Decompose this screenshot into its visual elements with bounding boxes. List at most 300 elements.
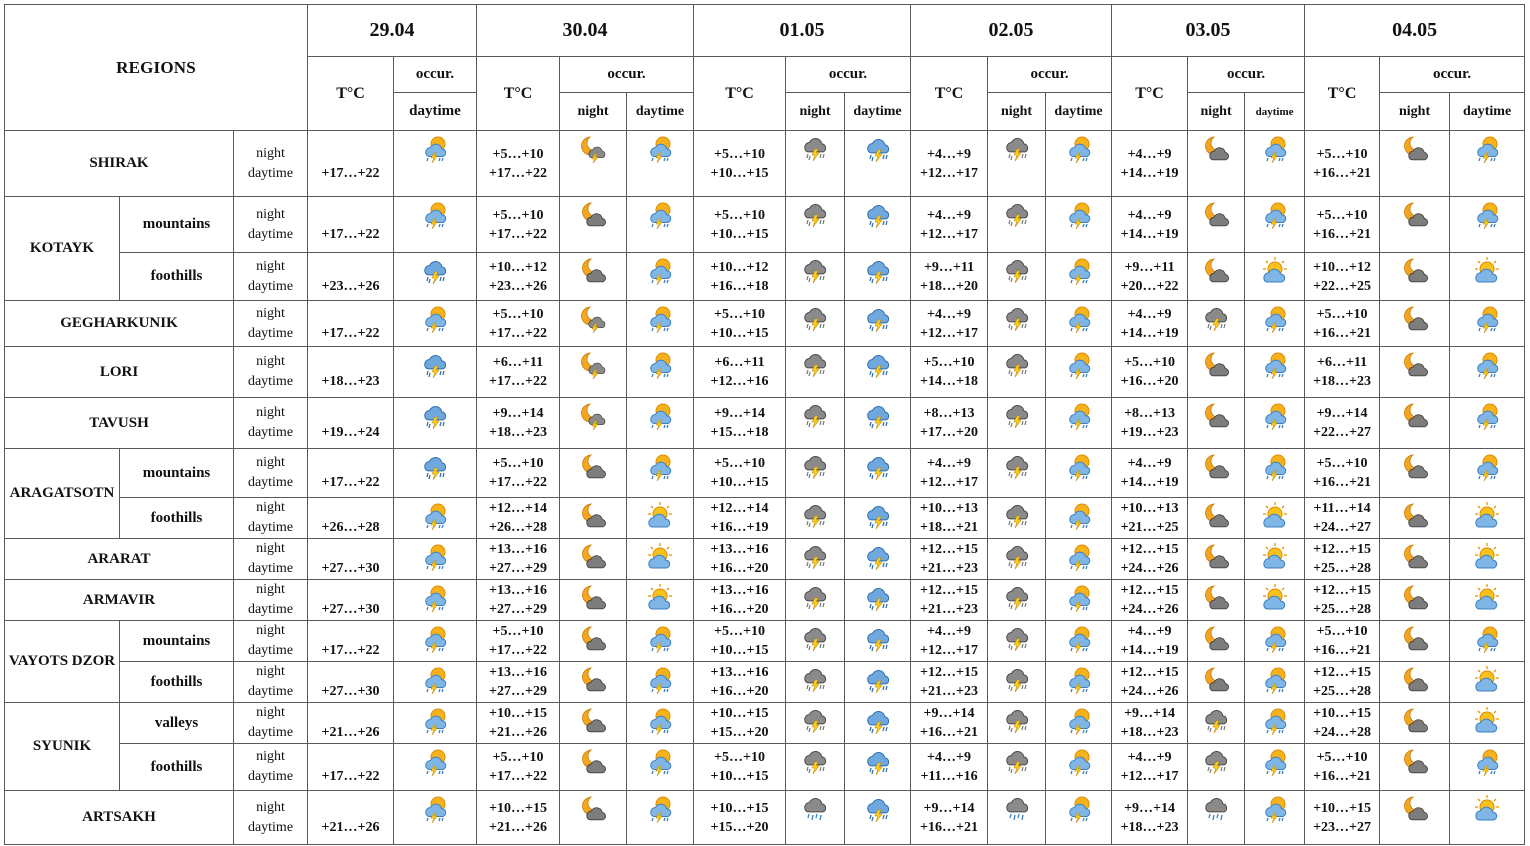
thunder-rain-sun-icon [1064, 199, 1094, 229]
weather-icon-cell [1380, 744, 1450, 791]
night-temperature: +8…+13 [923, 406, 975, 421]
night-temperature: +10…+13 [1120, 501, 1179, 516]
daytime-temperature: +16…+21 [1313, 475, 1372, 490]
thunder-rain-cloud-icon [420, 255, 450, 285]
weather-icon-cell [845, 621, 911, 662]
date-header: 03.05 [1112, 5, 1305, 57]
daytime-temperature: +21…+23 [920, 602, 979, 617]
temperature-cell [694, 131, 786, 197]
daytime-temperature: +27…+30 [321, 602, 380, 617]
thunder-rain-sun-icon [1064, 623, 1094, 653]
date-header: 30.04 [477, 5, 694, 57]
daytime-temperature: +12…+17 [1120, 769, 1179, 784]
night-temperature: +4…+9 [927, 306, 972, 322]
moon-cloud-icon [1400, 400, 1430, 430]
night-temperature [308, 353, 393, 372]
weather-icon-cell [394, 539, 477, 580]
weather-icon-cell [1380, 197, 1450, 253]
temperature-cell [477, 744, 560, 791]
daytime-temperature: +27…+29 [489, 561, 547, 576]
weather-icon-cell [1188, 744, 1245, 791]
moon-cloud-icon [1400, 705, 1430, 735]
night-label: night [256, 705, 285, 720]
thunder-rain-icon [1201, 705, 1231, 735]
weather-icon-cell [394, 744, 477, 791]
weather-icon-cell [786, 253, 845, 301]
night-temperature: +10…+15 [489, 706, 547, 721]
time-of-day-labels [234, 662, 308, 703]
thunder-rain-sun-icon [645, 199, 675, 229]
thunder-rain-sun-icon [1064, 664, 1094, 694]
thunder-rain-icon [1002, 746, 1032, 776]
daytime-temperature: +21…+23 [920, 684, 979, 699]
daytime-temperature: +17…+22 [489, 165, 547, 181]
thunder-rain-sun-icon [1260, 199, 1290, 229]
night-temperature: +10…+15 [489, 800, 547, 816]
forecast-table [4, 4, 1525, 845]
weather-icon-cell [1188, 197, 1245, 253]
thunder-rain-cloud-icon [863, 133, 893, 163]
night-header: night [560, 93, 627, 131]
thunder-rain-sun-icon [1260, 664, 1290, 694]
time-of-day-labels [234, 347, 308, 398]
occurrence-header: occur. [1188, 57, 1305, 93]
night-temperature: +4…+9 [927, 456, 972, 471]
thunder-rain-sun-icon [1064, 793, 1094, 823]
night-temperature: +5…+10 [1316, 624, 1368, 639]
night-temperature: +4…+9 [1127, 624, 1172, 639]
weather-icon-cell [1245, 131, 1305, 197]
night-label: night [256, 206, 285, 222]
moon-cloud-icon [1400, 199, 1430, 229]
temperature-cell [308, 703, 394, 744]
weather-icon-cell [627, 253, 694, 301]
weather-icon-cell [1380, 791, 1450, 845]
time-of-day-labels [234, 449, 308, 498]
moon-cloud-icon [1201, 451, 1231, 481]
moon-cloud-icon [1201, 400, 1231, 430]
moon-cloud-icon [578, 793, 608, 823]
daytime-label: daytime [247, 819, 294, 835]
daytime-label: daytime [247, 769, 294, 784]
temperature-cell [911, 301, 988, 347]
night-temperature: +12…+15 [1313, 542, 1372, 557]
thunder-rain-icon [800, 349, 830, 379]
daytime-temperature: +18…+23 [1120, 819, 1179, 835]
table-row [5, 539, 1525, 580]
weather-icon-cell [560, 662, 627, 703]
weather-icon-cell [1245, 580, 1305, 621]
night-temperature: +13…+16 [489, 542, 547, 557]
sun-cloud-icon [1260, 500, 1290, 530]
weather-icon-cell [845, 197, 911, 253]
temperature-cell [1112, 621, 1188, 662]
temperature-cell [911, 398, 988, 449]
moon-cloud-icon [1201, 255, 1231, 285]
night-label: night [256, 305, 285, 321]
temperature-cell [1112, 580, 1188, 621]
thunder-rain-cloud-icon [863, 582, 893, 612]
temperature-cell [911, 131, 988, 197]
night-temperature: +9…+14 [923, 800, 975, 816]
night-header: night [988, 93, 1046, 131]
thunder-rain-sun-icon [1472, 400, 1502, 430]
temperature-cell [477, 347, 560, 398]
daytime-temperature: +17…+22 [489, 226, 547, 242]
temperature-header: T°C [477, 57, 560, 131]
weather-icon-cell [1450, 301, 1525, 347]
daytime-label: daytime [247, 278, 294, 294]
daytime-temperature: +21…+26 [321, 725, 380, 740]
temperature-cell [1305, 197, 1380, 253]
moon-cloud-icon [578, 255, 608, 285]
daytime-temperature: +21…+26 [321, 819, 380, 835]
daytime-label: daytime [247, 475, 294, 490]
temperature-cell [911, 347, 988, 398]
sun-cloud-icon [1260, 255, 1290, 285]
weather-icon-cell [1380, 662, 1450, 703]
sun-cloud-icon [1472, 582, 1502, 612]
temperature-cell [1112, 398, 1188, 449]
region-name: SHIRAK [5, 131, 234, 197]
daytime-temperature: +16…+21 [1313, 226, 1372, 242]
daytime-header: daytime [1046, 93, 1112, 131]
daytime-temperature: +27…+30 [321, 561, 380, 576]
daytime-temperature: +10…+15 [710, 165, 769, 181]
thunder-moon-icon [578, 400, 608, 430]
weather-icon-cell [845, 791, 911, 845]
weather-icon-cell [1380, 347, 1450, 398]
thunder-rain-cloud-icon [863, 199, 893, 229]
weather-icon-cell [1450, 347, 1525, 398]
weather-icon-cell [560, 253, 627, 301]
night-temperature: +10…+12 [489, 259, 547, 275]
night-temperature: +5…+10 [1316, 207, 1368, 223]
temperature-cell [694, 197, 786, 253]
temperature-cell [1112, 347, 1188, 398]
night-temperature [308, 258, 393, 277]
temperature-cell [1112, 301, 1188, 347]
daytime-temperature: +16…+20 [710, 684, 769, 699]
daytime-header: daytime [1450, 93, 1525, 131]
night-temperature [308, 581, 393, 600]
weather-icon-cell [988, 621, 1046, 662]
temperature-cell [911, 253, 988, 301]
weather-icon-cell [1188, 791, 1245, 845]
temperature-cell [1112, 662, 1188, 703]
weather-icon-cell [1450, 580, 1525, 621]
night-temperature: +10…+15 [710, 706, 769, 721]
thunder-rain-sun-icon [1064, 133, 1094, 163]
moon-cloud-icon [1201, 199, 1231, 229]
daytime-temperature: +15…+20 [710, 819, 769, 835]
weather-icon-cell [988, 744, 1046, 791]
night-label: night [256, 541, 285, 556]
daytime-label: daytime [247, 643, 294, 658]
region-name: SYUNIK [5, 703, 120, 791]
night-temperature: +11…+14 [1313, 501, 1371, 516]
rain-cloud-icon [1201, 793, 1231, 823]
weather-icon-cell [627, 449, 694, 498]
moon-cloud-icon [1201, 582, 1231, 612]
thunder-rain-icon [800, 303, 830, 333]
thunder-rain-sun-icon [420, 623, 450, 653]
weather-icon-cell [988, 131, 1046, 197]
moon-cloud-icon [578, 541, 608, 571]
thunder-rain-sun-icon [1064, 541, 1094, 571]
daytime-temperature: +17…+22 [489, 374, 547, 389]
night-label: night [256, 749, 285, 764]
thunder-rain-cloud-icon [863, 793, 893, 823]
temperature-header: T°C [1305, 57, 1380, 131]
weather-icon-cell [845, 744, 911, 791]
thunder-rain-sun-icon [420, 500, 450, 530]
daytime-temperature: +12…+17 [920, 165, 979, 181]
weather-icon-cell [786, 197, 845, 253]
moon-cloud-icon [1201, 500, 1231, 530]
weather-icon-cell [845, 539, 911, 580]
region-name: ARMAVIR [5, 580, 234, 621]
time-of-day-labels [234, 301, 308, 347]
temperature-cell [1112, 791, 1188, 845]
thunder-rain-sun-icon [1064, 349, 1094, 379]
sun-cloud-icon [645, 541, 675, 571]
temperature-cell [1305, 744, 1380, 791]
weather-icon-cell [1450, 131, 1525, 197]
daytime-temperature: +14…+19 [1120, 325, 1179, 341]
moon-cloud-icon [1400, 255, 1430, 285]
temperature-cell [694, 744, 786, 791]
temperature-cell [308, 197, 394, 253]
temperature-header: T°C [911, 57, 988, 131]
weather-icon-cell [1450, 449, 1525, 498]
weather-icon-cell [845, 398, 911, 449]
weather-icon-cell [845, 301, 911, 347]
table-row [5, 498, 1525, 539]
temperature-cell [1112, 744, 1188, 791]
weather-icon-cell [1380, 449, 1450, 498]
thunder-rain-icon [800, 500, 830, 530]
night-temperature: +12…+14 [710, 501, 769, 516]
temperature-cell [1305, 398, 1380, 449]
weather-icon-cell [1245, 621, 1305, 662]
weather-icon-cell [1188, 580, 1245, 621]
sun-cloud-icon [1472, 664, 1502, 694]
weather-icon-cell [1188, 347, 1245, 398]
regions-header: REGIONS [5, 5, 308, 131]
night-temperature: +5…+10 [1316, 456, 1368, 471]
daytime-temperature: +24…+26 [1120, 561, 1179, 576]
thunder-rain-icon [1002, 303, 1032, 333]
thunder-rain-sun-icon [645, 303, 675, 333]
weather-icon-cell [1245, 498, 1305, 539]
night-temperature: +5…+10 [1316, 750, 1368, 765]
temperature-cell [477, 498, 560, 539]
weather-icon-cell [560, 791, 627, 845]
time-of-day-labels [234, 398, 308, 449]
temperature-cell [1305, 498, 1380, 539]
thunder-rain-icon [800, 255, 830, 285]
thunder-rain-sun-icon [1064, 255, 1094, 285]
temperature-cell [308, 347, 394, 398]
daytime-temperature: +17…+22 [321, 165, 380, 181]
daytime-temperature: +17…+22 [321, 226, 380, 242]
subregion-name: mountains [120, 621, 234, 662]
daytime-temperature: +15…+20 [710, 725, 769, 740]
daytime-temperature: +25…+28 [1313, 602, 1372, 617]
thunder-rain-icon [800, 582, 830, 612]
weather-icon-cell [1245, 301, 1305, 347]
night-temperature: +13…+16 [710, 583, 769, 598]
weather-icon-cell [1380, 253, 1450, 301]
temperature-cell [694, 662, 786, 703]
thunder-rain-cloud-icon [863, 746, 893, 776]
weather-icon-cell [1245, 703, 1305, 744]
night-label: night [256, 405, 285, 420]
weather-icon-cell [1450, 539, 1525, 580]
daytime-temperature: +14…+18 [920, 374, 979, 389]
weather-icon-cell [394, 791, 477, 845]
night-header: night [1188, 93, 1245, 131]
daytime-temperature: +16…+20 [1120, 374, 1179, 389]
daytime-temperature: +16…+20 [710, 602, 769, 617]
night-temperature [308, 540, 393, 559]
daytime-temperature: +22…+27 [1313, 425, 1372, 440]
occurrence-header: occur. [988, 57, 1112, 93]
thunder-rain-icon [1002, 500, 1032, 530]
daytime-temperature: +20…+22 [1120, 278, 1179, 294]
night-temperature [308, 454, 393, 473]
thunder-rain-icon [800, 400, 830, 430]
daytime-temperature: +17…+22 [489, 769, 547, 784]
moon-cloud-icon [1400, 500, 1430, 530]
daytime-temperature: +17…+22 [489, 475, 547, 490]
subregion-name: foothills [120, 498, 234, 539]
weather-icon-cell [1450, 398, 1525, 449]
thunder-rain-icon [1002, 451, 1032, 481]
weather-icon-cell [560, 744, 627, 791]
weather-icon-cell [1245, 662, 1305, 703]
daytime-temperature: +27…+29 [489, 602, 547, 617]
daytime-temperature: +19…+23 [1120, 425, 1179, 440]
night-temperature: +10…+15 [1313, 706, 1372, 721]
night-temperature [308, 622, 393, 641]
temperature-cell [911, 662, 988, 703]
weather-icon-cell [1046, 449, 1112, 498]
weather-icon-cell [786, 744, 845, 791]
daytime-header: daytime [1245, 93, 1305, 131]
weather-icon-cell [1245, 449, 1305, 498]
daytime-temperature: +10…+15 [710, 226, 769, 242]
daytime-temperature: +14…+19 [1120, 475, 1179, 490]
weather-icon-cell [988, 580, 1046, 621]
daytime-temperature: +18…+23 [321, 374, 380, 389]
thunder-rain-sun-icon [645, 664, 675, 694]
temperature-cell [477, 580, 560, 621]
weather-icon-cell [845, 580, 911, 621]
night-temperature [308, 799, 393, 818]
thunder-rain-sun-icon [420, 133, 450, 163]
daytime-label: daytime [247, 325, 294, 341]
temperature-cell [694, 398, 786, 449]
thunder-rain-sun-icon [1472, 133, 1502, 163]
weather-icon-cell [1450, 253, 1525, 301]
daytime-temperature: +19…+24 [321, 425, 380, 440]
temperature-cell [308, 301, 394, 347]
daytime-header: daytime [627, 93, 694, 131]
thunder-rain-sun-icon [1260, 793, 1290, 823]
night-temperature: +4…+9 [1127, 750, 1172, 765]
weather-icon-cell [786, 539, 845, 580]
daytime-label: daytime [247, 374, 294, 389]
region-name: LORI [5, 347, 234, 398]
temperature-cell [694, 791, 786, 845]
temperature-cell [1112, 498, 1188, 539]
daytime-temperature: +14…+19 [1120, 643, 1179, 658]
temperature-cell [911, 703, 988, 744]
temperature-cell [911, 498, 988, 539]
temperature-cell [694, 703, 786, 744]
thunder-rain-sun-icon [645, 349, 675, 379]
daytime-temperature: +16…+21 [1313, 165, 1372, 181]
night-temperature: +5…+10 [1124, 355, 1176, 370]
weather-icon-cell [1450, 791, 1525, 845]
thunder-rain-sun-icon [1064, 705, 1094, 735]
daytime-temperature: +14…+19 [1120, 165, 1179, 181]
night-temperature: +9…+14 [1124, 706, 1176, 721]
night-temperature [308, 704, 393, 723]
daytime-label: daytime [247, 684, 294, 699]
night-temperature: +6…+11 [1316, 355, 1368, 370]
night-temperature: +5…+10 [714, 146, 765, 162]
thunder-rain-icon [1002, 541, 1032, 571]
sun-cloud-icon [1472, 705, 1502, 735]
weather-icon-cell [1046, 301, 1112, 347]
weather-icon-cell [845, 347, 911, 398]
daytime-temperature: +16…+21 [1313, 643, 1372, 658]
sun-cloud-icon [1472, 255, 1502, 285]
thunder-rain-cloud-icon [420, 349, 450, 379]
night-temperature: +13…+16 [710, 665, 769, 680]
time-of-day-labels [234, 744, 308, 791]
weather-icon-cell [1245, 539, 1305, 580]
night-temperature: +5…+10 [1316, 146, 1368, 162]
daytime-temperature: +17…+22 [321, 325, 380, 341]
temperature-cell [694, 301, 786, 347]
thunder-rain-sun-icon [420, 541, 450, 571]
weather-icon-cell [1245, 791, 1305, 845]
weather-icon-cell [627, 539, 694, 580]
moon-cloud-icon [578, 582, 608, 612]
weather-icon-cell [560, 580, 627, 621]
weather-icon-cell [627, 621, 694, 662]
night-temperature [308, 206, 393, 225]
night-temperature: +5…+10 [714, 207, 765, 223]
weather-icon-cell [627, 197, 694, 253]
weather-icon-cell [394, 398, 477, 449]
night-temperature [308, 748, 393, 767]
temperature-cell [308, 539, 394, 580]
temperature-cell [1305, 662, 1380, 703]
night-temperature [308, 404, 393, 423]
daytime-temperature: +14…+19 [1120, 226, 1179, 242]
weather-icon-cell [560, 398, 627, 449]
weather-icon-cell [1188, 703, 1245, 744]
thunder-rain-icon [1002, 582, 1032, 612]
weather-icon-cell [1380, 539, 1450, 580]
thunder-rain-cloud-icon [863, 705, 893, 735]
daytime-temperature: +23…+27 [1313, 819, 1372, 835]
